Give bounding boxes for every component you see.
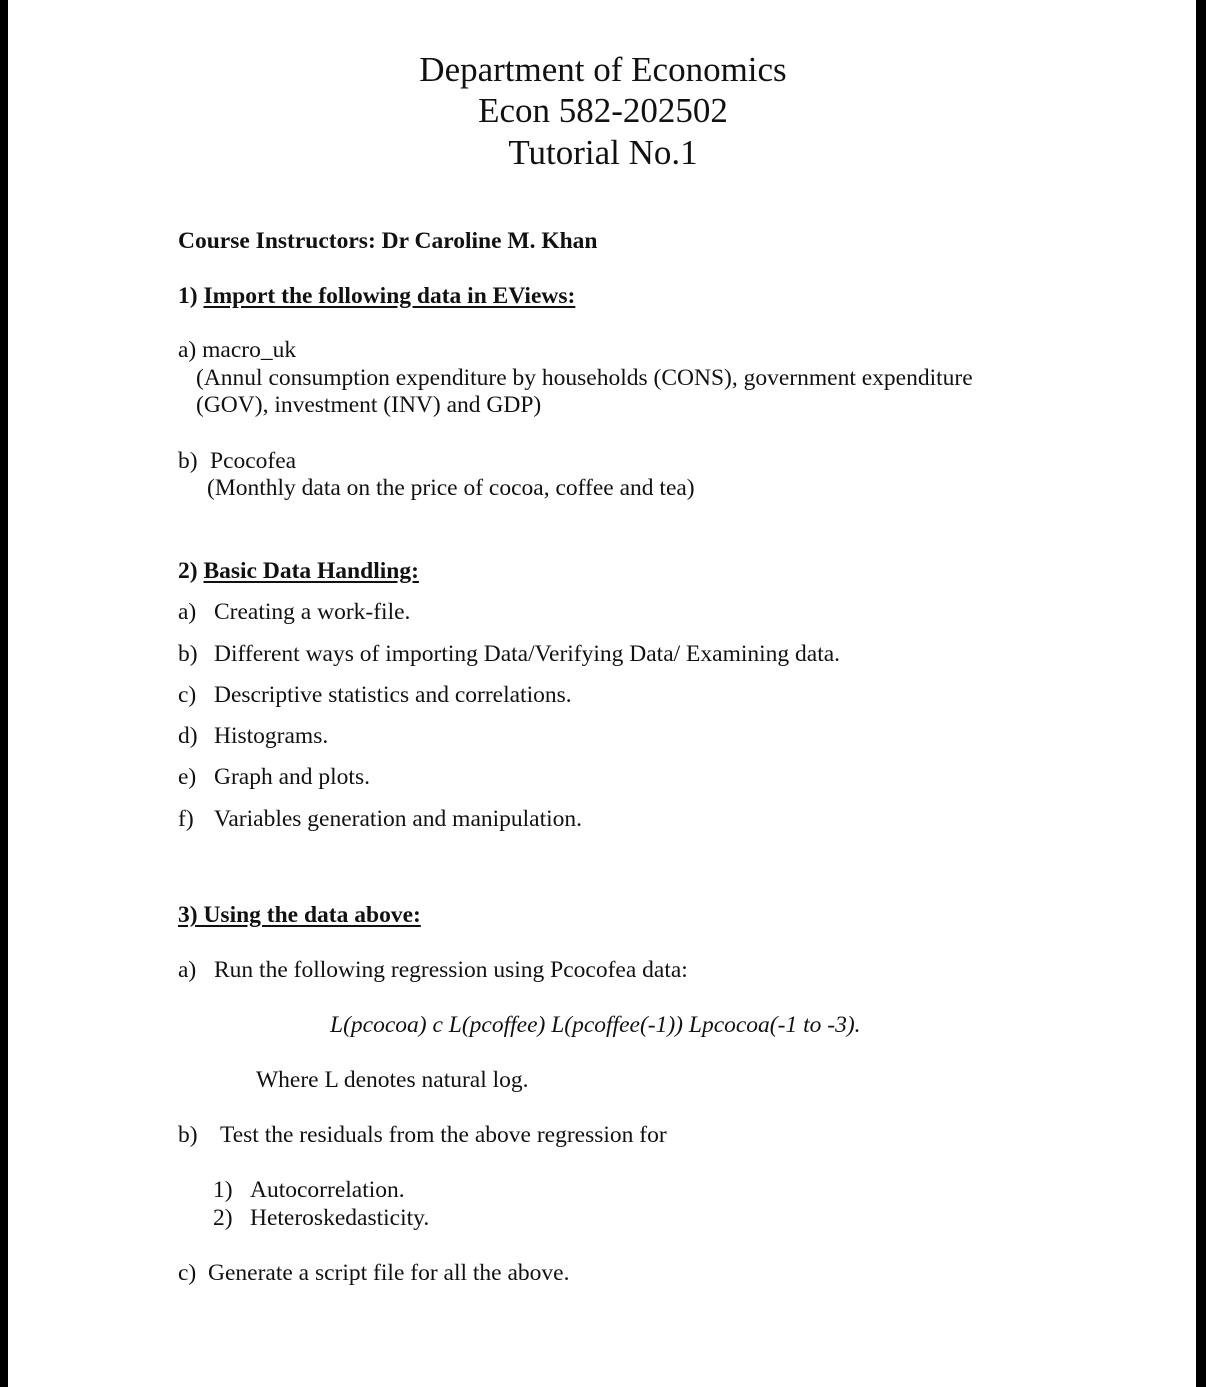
item-text: Test the residuals from the above regression for	[220, 1122, 667, 1148]
item-text: Graph and plots.	[214, 764, 370, 790]
section-3-item-c	[178, 1260, 569, 1287]
item-marker: c)	[178, 682, 197, 708]
section-2-heading	[178, 558, 419, 585]
item-marker: a)	[178, 599, 197, 625]
item-marker: b)	[178, 448, 198, 474]
item-text: Autocorrelation.	[250, 1177, 405, 1203]
list-item	[178, 599, 410, 626]
item-marker: e)	[178, 764, 197, 790]
item-marker: c)	[178, 1260, 197, 1286]
tutorial-title: Tutorial No.1	[508, 133, 698, 172]
section-2-number: 2)	[178, 558, 198, 584]
test-item	[213, 1205, 429, 1232]
section-1-heading	[178, 283, 575, 310]
item-marker: b)	[178, 641, 198, 667]
item-description: (Annul consumption expenditure by households (CONS), government expenditure	[196, 365, 973, 391]
list-item	[178, 641, 840, 668]
item-description: (Monthly data on the price of cocoa, coffee and tea)	[207, 475, 695, 501]
course-code: Econ 582-202502	[478, 91, 728, 130]
item-marker: d)	[178, 723, 198, 749]
list-item	[178, 764, 370, 791]
item-marker: f)	[178, 806, 194, 832]
item-text: Generate a script file for all the above.	[208, 1260, 570, 1286]
regression-formula: L(pcocoa) c L(pcoffee) L(pcoffee(-1)) Lpcocoa(-1 to -3).	[330, 1012, 861, 1038]
course-instructors: Course Instructors: Dr Caroline M. Khan	[178, 228, 598, 254]
item-name: macro_uk	[202, 337, 297, 363]
test-item	[213, 1177, 405, 1204]
item-marker: 2)	[213, 1205, 233, 1231]
section-3-item-b	[178, 1122, 667, 1149]
item-text: Different ways of importing Data/Verifying Data/ Examining data.	[214, 641, 841, 667]
item-marker: a)	[178, 337, 197, 363]
left-page-edge	[0, 0, 8, 1387]
item-description: (GOV), investment (INV) and GDP)	[196, 392, 542, 418]
right-page-edge	[1196, 0, 1206, 1387]
item-marker: 1)	[213, 1177, 233, 1203]
section-1-item-a	[178, 337, 296, 364]
item-marker: a)	[178, 957, 197, 983]
item-text: Creating a work-file.	[214, 599, 411, 625]
item-text: Histograms.	[214, 723, 329, 749]
item-text: Heteroskedasticity.	[250, 1205, 430, 1231]
list-item	[178, 806, 582, 833]
item-marker: b)	[178, 1122, 198, 1148]
list-item	[178, 682, 572, 709]
item-name: Pcocofea	[210, 448, 297, 474]
section-2-title: Basic Data Handling:	[203, 558, 419, 584]
list-item	[178, 723, 328, 750]
item-text: Descriptive statistics and correlations.	[214, 682, 572, 708]
section-3-item-a	[178, 957, 688, 984]
log-note: Where L denotes natural log.	[256, 1067, 529, 1093]
section-1-item-b	[178, 448, 296, 475]
department-title: Department of Economics	[419, 50, 787, 89]
item-text: Variables generation and manipulation.	[214, 806, 583, 832]
item-text: Run the following regression using Pcocofea data:	[214, 957, 688, 983]
section-1-title: Import the following data in EViews:	[203, 283, 576, 309]
section-1-number: 1)	[178, 283, 198, 309]
section-3-heading: 3) Using the data above:	[178, 902, 421, 928]
